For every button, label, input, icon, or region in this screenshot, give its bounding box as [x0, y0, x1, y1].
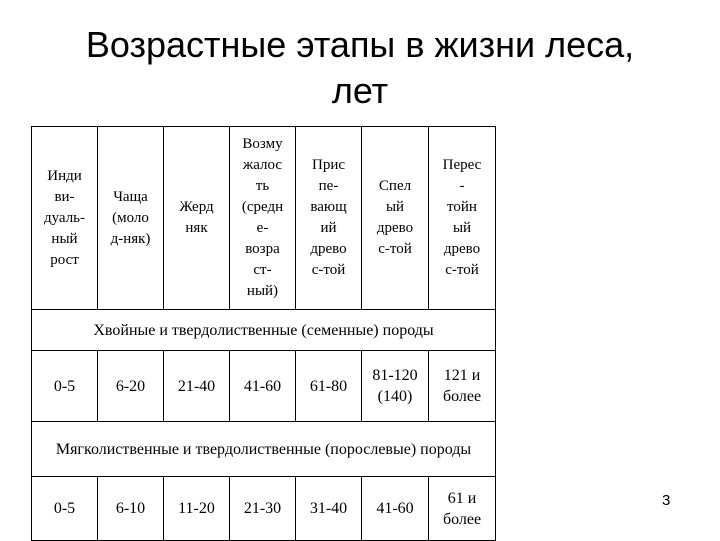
- section-row-seed: [32, 310, 496, 351]
- slide-title-line-2: лет: [331, 70, 389, 111]
- cell-line: с-той: [311, 262, 346, 278]
- value-cell: [164, 477, 230, 541]
- cell-line: 6-10: [115, 500, 146, 517]
- cell-line: жалос: [242, 157, 283, 173]
- value-cell: [296, 351, 362, 422]
- cell-line: Спел: [378, 178, 412, 194]
- cell-line: Возму: [242, 136, 283, 152]
- header-cell-individual-growth: [32, 127, 98, 310]
- value-cell: [429, 351, 496, 422]
- cell-line: древо: [443, 241, 481, 257]
- value-cell: [296, 477, 362, 541]
- value-cell: [362, 477, 429, 541]
- page-number: 3: [662, 492, 671, 509]
- slide-title: [0, 22, 720, 114]
- header-cell-middle-aged: [230, 127, 296, 310]
- value-cell: [429, 477, 496, 541]
- cell-line: 6-20: [115, 377, 146, 395]
- cell-line: 31-40: [309, 500, 348, 517]
- cell-line: 41-60: [243, 377, 282, 395]
- cell-line: с-той: [445, 262, 479, 278]
- cell-line: Чаща: [113, 188, 148, 205]
- cell-line: -: [459, 178, 465, 194]
- forest-age-stages-table: [31, 126, 496, 541]
- cell-line: с-той: [378, 241, 412, 257]
- cell-line: (140): [377, 388, 413, 405]
- cell-line: Перес: [442, 157, 482, 173]
- value-cell: [362, 351, 429, 422]
- cell-line: 41-60: [376, 500, 414, 517]
- header-cell-pole-stand: [164, 127, 230, 310]
- value-cell: [230, 351, 296, 422]
- cell-line: (моло: [112, 209, 149, 226]
- cell-line: ый: [452, 220, 472, 236]
- value-cell: [32, 477, 98, 541]
- cell-line: тойн: [447, 199, 477, 215]
- cell-line: ст-: [253, 262, 272, 278]
- value-cell: [32, 351, 98, 422]
- header-cell-premature: [296, 127, 362, 310]
- value-cell: [164, 351, 230, 422]
- cell-line: вающ: [310, 199, 347, 215]
- cell-line: е-: [256, 220, 269, 236]
- value-cell: [98, 477, 164, 541]
- cell-line: рост: [50, 251, 79, 268]
- cell-line: ный): [246, 283, 279, 299]
- cell-line: дуаль-: [43, 209, 86, 226]
- cell-line: пе-: [318, 178, 339, 194]
- header-cell-overmature: [429, 127, 496, 310]
- section-row-coppice: [32, 422, 496, 477]
- header-cell-thicket: [98, 127, 164, 310]
- section-title-coppice: Мягколиственные и твердолиственные (порослевые) породы: [32, 422, 496, 477]
- cell-line: 21-40: [177, 377, 216, 395]
- value-cell: [230, 477, 296, 541]
- cell-line: Прис: [311, 157, 346, 173]
- cell-line: древо: [310, 241, 347, 257]
- header-cell-mature: [362, 127, 429, 310]
- cell-line: няк: [185, 220, 208, 236]
- cell-line: 0-5: [53, 377, 76, 395]
- cell-line: д-няк): [110, 230, 151, 247]
- cell-line: возра: [245, 241, 280, 257]
- cell-line: 21-30: [243, 500, 282, 517]
- cell-line: ий: [320, 220, 337, 236]
- cell-line: (средн: [241, 199, 284, 215]
- value-cell: [98, 351, 164, 422]
- cell-line: 61 и: [447, 489, 477, 507]
- cell-line: 0-5: [53, 500, 76, 517]
- cell-line: Жерд: [179, 199, 214, 215]
- cell-line: 61-80: [309, 377, 348, 395]
- header-row: [32, 127, 496, 310]
- cell-line: 121 и: [443, 367, 481, 384]
- section-title-seed: Хвойные и твердолиственные (семенные) породы: [32, 310, 496, 351]
- cell-line: более: [442, 510, 482, 528]
- cell-line: 81-120: [372, 367, 418, 384]
- cell-line: 11-20: [178, 500, 215, 517]
- cell-line: ый: [385, 199, 405, 215]
- values-row-seed: [32, 351, 496, 422]
- slide-title-line-1: Возрастные этапы в жизни леса,: [85, 24, 635, 65]
- cell-line: Инди: [47, 167, 82, 184]
- cell-line: ть: [255, 178, 270, 194]
- cell-line: ви-: [54, 188, 75, 205]
- cell-line: более: [442, 388, 482, 405]
- cell-line: ный: [51, 230, 78, 247]
- values-row-coppice: [32, 477, 496, 541]
- cell-line: древо: [376, 220, 414, 236]
